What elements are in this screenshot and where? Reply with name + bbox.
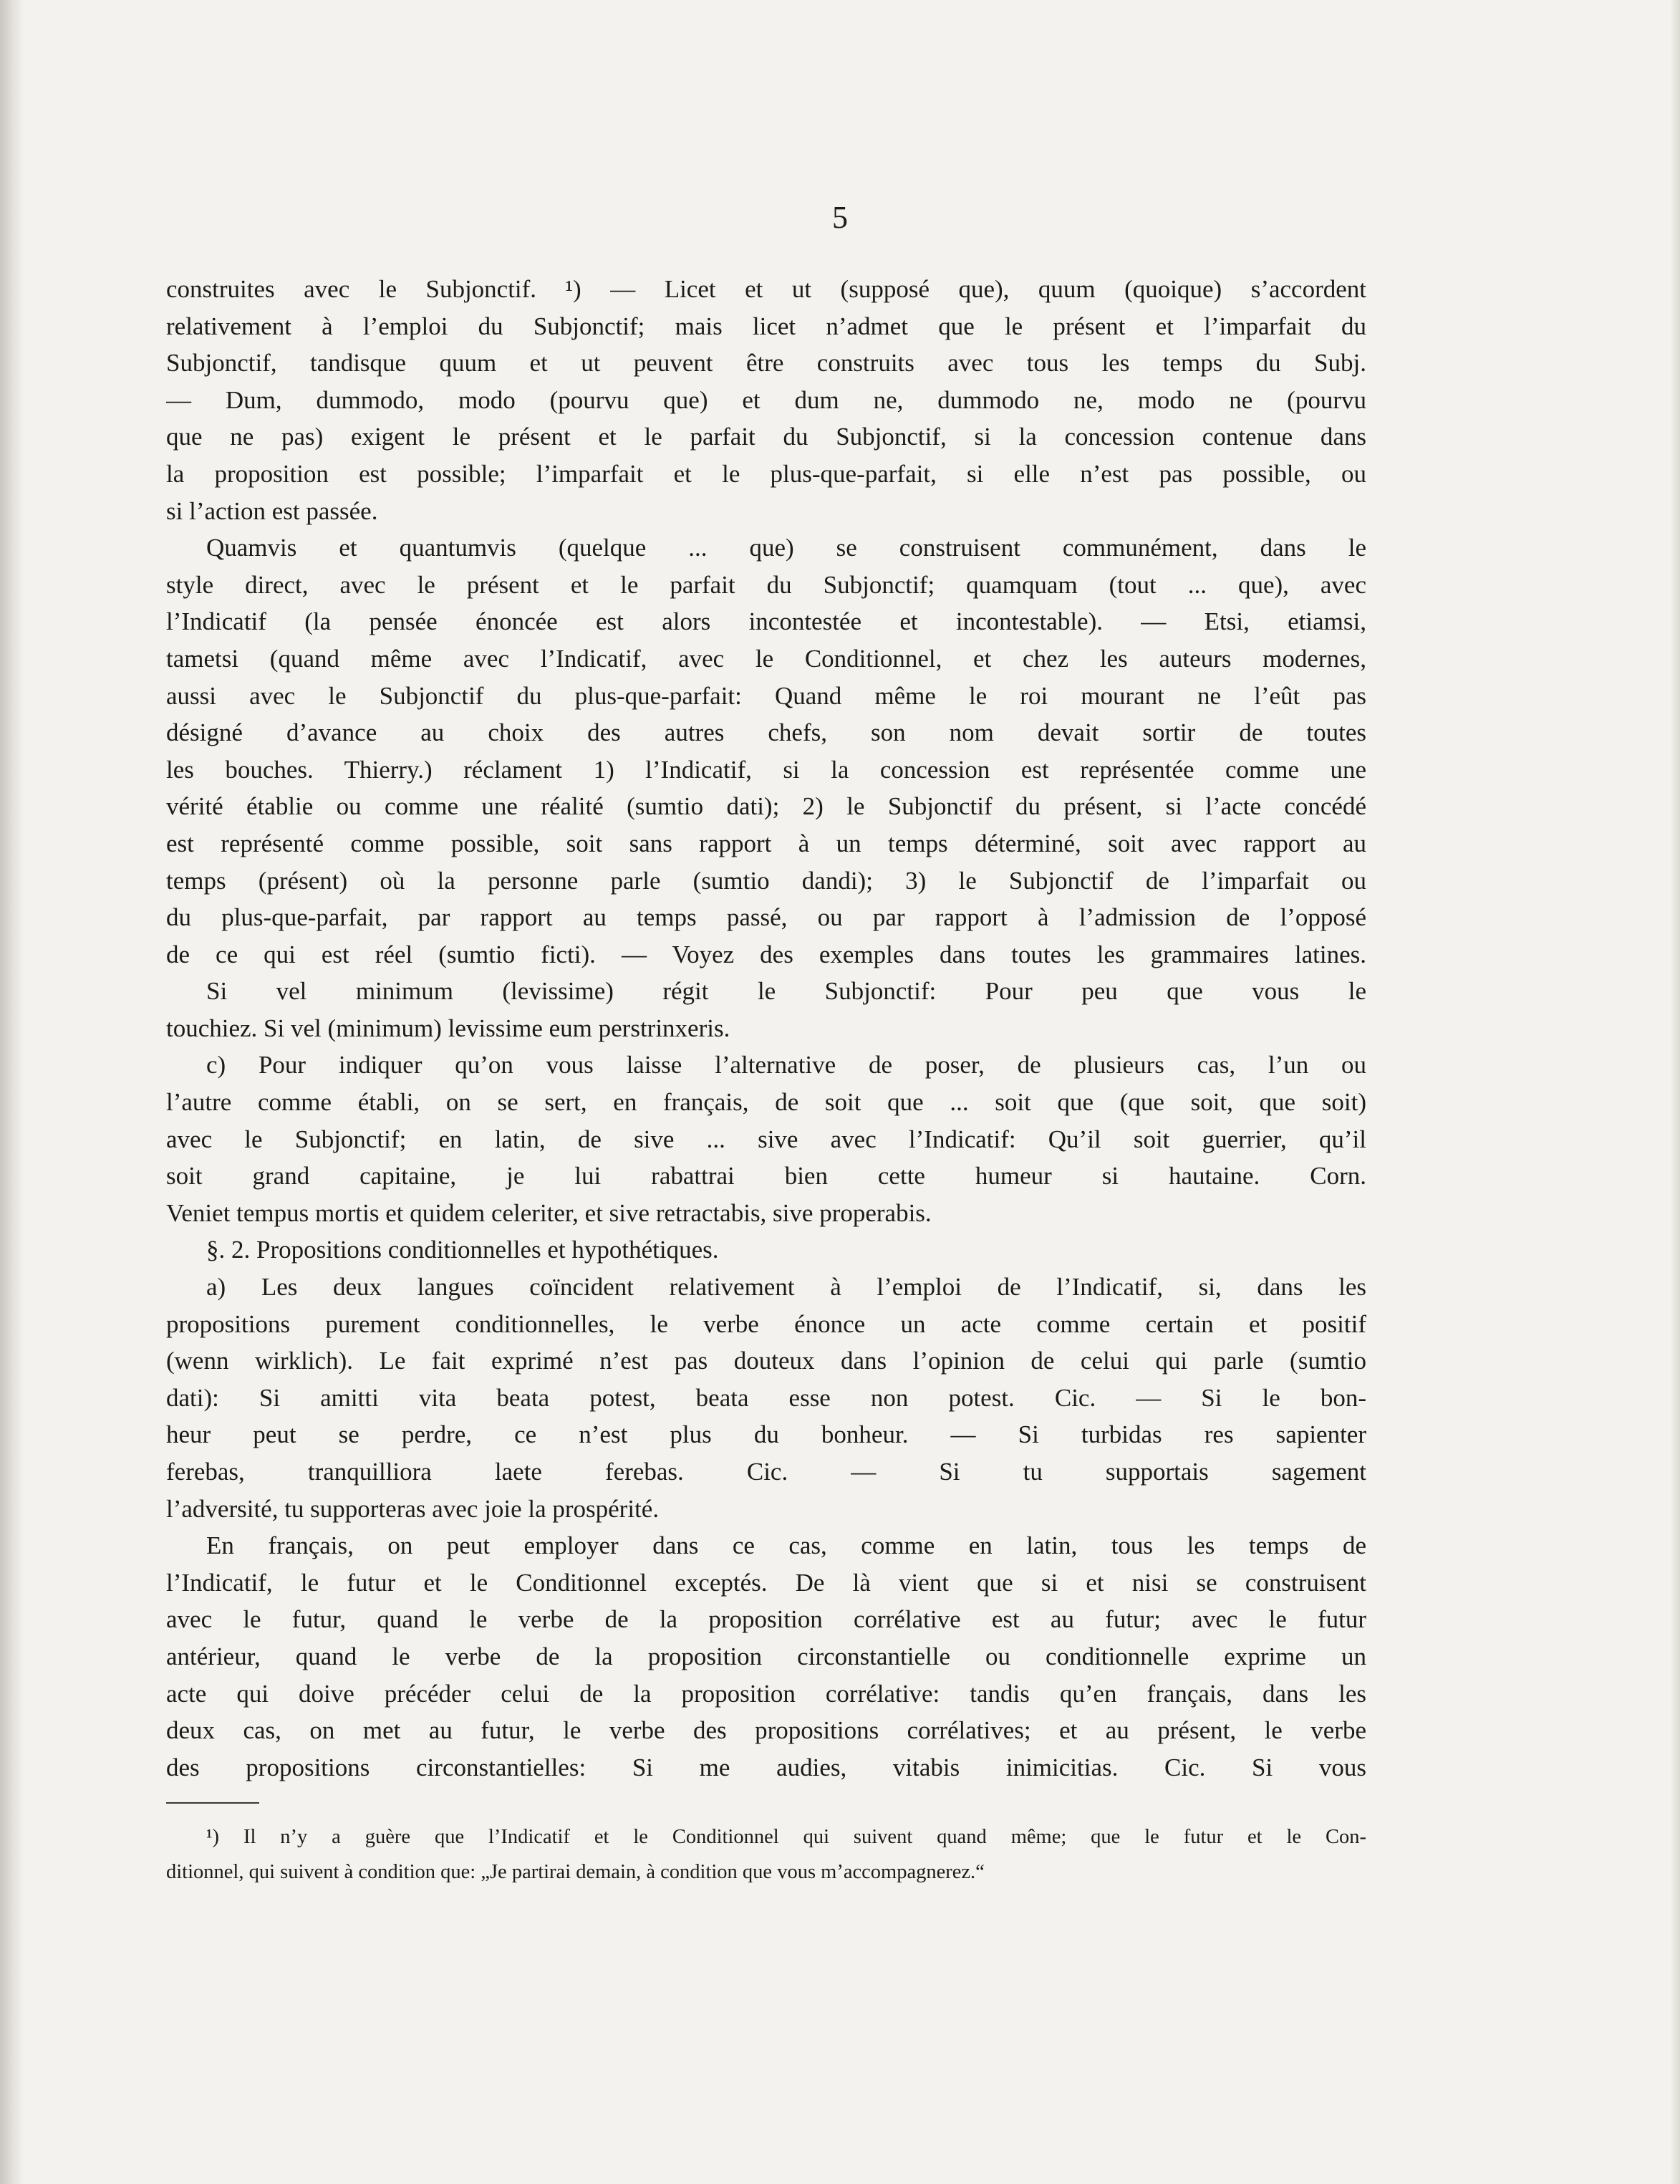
text-line: Si vel minimum (levissime) régit le Subjonctif: Pour peu que vous le	[206, 977, 1366, 1006]
text-line: a) Les deux langues coïncident relativement à l’emploi de l’Indicatif, si, dans les	[206, 1273, 1366, 1302]
text-line: des propositions circonstantielles: Si me audies, vitabis inimicitias. Cic. Si vous	[166, 1753, 1366, 1781]
text-line: les bouches. Thierry.) réclament 1) l’Indicatif, si la concession est représentée comme une	[166, 755, 1366, 784]
text-line: vérité établie ou comme une réalité (sumtio dati); 2) le Subjonctif du présent, si l’acte concédé	[166, 792, 1366, 821]
text-line: avec le futur, quand le verbe de la proposition corrélative est au futur; avec le futur	[166, 1605, 1366, 1634]
footnote-line: ditionnel, qui suivent à condition que: „Je partirai demain, à condition que vous m’accompagnerez.“	[166, 1861, 985, 1883]
page-number: 5	[832, 200, 848, 235]
text-line: l’adversité, tu supporteras avec joie la prospérité.	[166, 1494, 660, 1523]
text-line: antérieur, quand le verbe de la proposition circonstantielle ou conditionnelle exprime un	[166, 1642, 1366, 1670]
text-line: heur peut se perdre, ce n’est plus du bonheur. — Si turbidas res sapienter	[166, 1420, 1366, 1449]
text-line: acte qui doive précéder celui de la proposition corrélative: tandis qu’en français, dans les	[166, 1679, 1366, 1708]
text-line: que ne pas) exigent le présent et le parfait du Subjonctif, si la concession contenue dans	[166, 423, 1366, 451]
text-line: l’Indicatif, le futur et le Conditionnel exceptés. De là vient que si et nisi se construisent	[166, 1568, 1366, 1597]
text-line: style direct, avec le présent et le parfait du Subjonctif; quamquam (tout ... que), avec	[166, 570, 1366, 599]
text-line: c) Pour indiquer qu’on vous laisse l’alternative de poser, de plusieurs cas, l’un ou	[206, 1051, 1366, 1079]
section-heading: §. 2. Propositions conditionnelles et hypothétiques.	[206, 1236, 719, 1264]
text-line: — Dum, dummodo, modo (pourvu que) et dum ne, dummodo ne, modo ne (pourvu	[166, 385, 1366, 414]
text-line: du plus-que-parfait, par rapport au temps passé, ou par rapport à l’admission de l’opposé	[166, 903, 1366, 932]
footnote-divider	[166, 1802, 259, 1804]
page-edge-shadow	[1670, 0, 1680, 2184]
text-line: l’autre comme établi, on se sert, en français, de soit que ... soit que (que soit, que soit)	[166, 1088, 1366, 1117]
body-text	[166, 271, 1366, 1786]
text-line: temps (présent) où la personne parle (sumtio dandi); 3) le Subjonctif de l’imparfait ou	[166, 866, 1366, 895]
text-line: avec le Subjonctif; en latin, de sive ... sive avec l’Indicatif: Qu’il soit guerrier, qu’il	[166, 1125, 1366, 1153]
footnote-line: ¹) Il n’y a guère que l’Indicatif et le Conditionnel qui suivent quand même; que le futur et le Con-	[206, 1826, 1366, 1848]
footnotes	[166, 1819, 1366, 1890]
text-line: soit grand capitaine, je lui rabattrai bien cette humeur si hautaine. Corn.	[166, 1162, 1366, 1190]
text-line: Subjonctif, tandisque quum et ut peuvent être construits avec tous les temps du Subj.	[166, 349, 1366, 377]
text-line: En français, on peut employer dans ce cas, comme en latin, tous les temps de	[206, 1531, 1366, 1560]
text-line: relativement à l’emploi du Subjonctif; mais licet n’admet que le présent et l’imparfait du	[166, 312, 1366, 340]
text-line: tametsi (quand même avec l’Indicatif, avec le Conditionnel, et chez les auteurs modernes,	[166, 644, 1366, 673]
text-line: aussi avec le Subjonctif du plus-que-parfait: Quand même le roi mourant ne l’eût pas	[166, 681, 1366, 710]
text-line: l’Indicatif (la pensée énoncée est alors incontestée et incontestable). — Etsi, etiamsi,	[166, 607, 1366, 636]
text-line: dati): Si amitti vita beata potest, beata esse non potest. Cic. — Si le bon-	[166, 1383, 1366, 1412]
text-line: la proposition est possible; l’imparfait et le plus-que-parfait, si elle n’est pas possible, ou	[166, 459, 1366, 488]
text-line: Veniet tempus mortis et quidem celeriter, et sive retractabis, sive properabis.	[166, 1198, 932, 1227]
text-line: touchiez. Si vel (minimum) levissime eum perstrinxeris.	[166, 1014, 730, 1042]
text-line: propositions purement conditionnelles, le verbe énonce un acte comme certain et positif	[166, 1309, 1366, 1338]
text-line: ferebas, tranquilliora laete ferebas. Cic. — Si tu supportais sagement	[166, 1458, 1366, 1486]
text-line: de ce qui est réel (sumtio ficti). — Voyez des exemples dans toutes les grammaires latines.	[166, 940, 1366, 968]
text-line: est représenté comme possible, soit sans rapport à un temps déterminé, soit avec rapport au	[166, 829, 1366, 857]
text-line: construites avec le Subjonctif. ¹) — Licet et ut (supposé que), quum (quoique) s’accordent	[166, 275, 1366, 303]
text-line: (wenn wirklich). Le fait exprimé n’est pas douteux dans l’opinion de celui qui parle (sumtio	[166, 1347, 1366, 1375]
text-line: deux cas, on met au futur, le verbe des propositions corrélatives; et au présent, le verbe	[166, 1716, 1366, 1745]
text-line: Quamvis et quantumvis (quelque ... que) se construisent communément, dans le	[206, 534, 1366, 562]
page-binding-shadow	[0, 0, 24, 2184]
text-line: désigné d’avance au choix des autres chefs, son nom devait sortir de toutes	[166, 718, 1366, 747]
text-line: si l’action est passée.	[166, 496, 378, 525]
